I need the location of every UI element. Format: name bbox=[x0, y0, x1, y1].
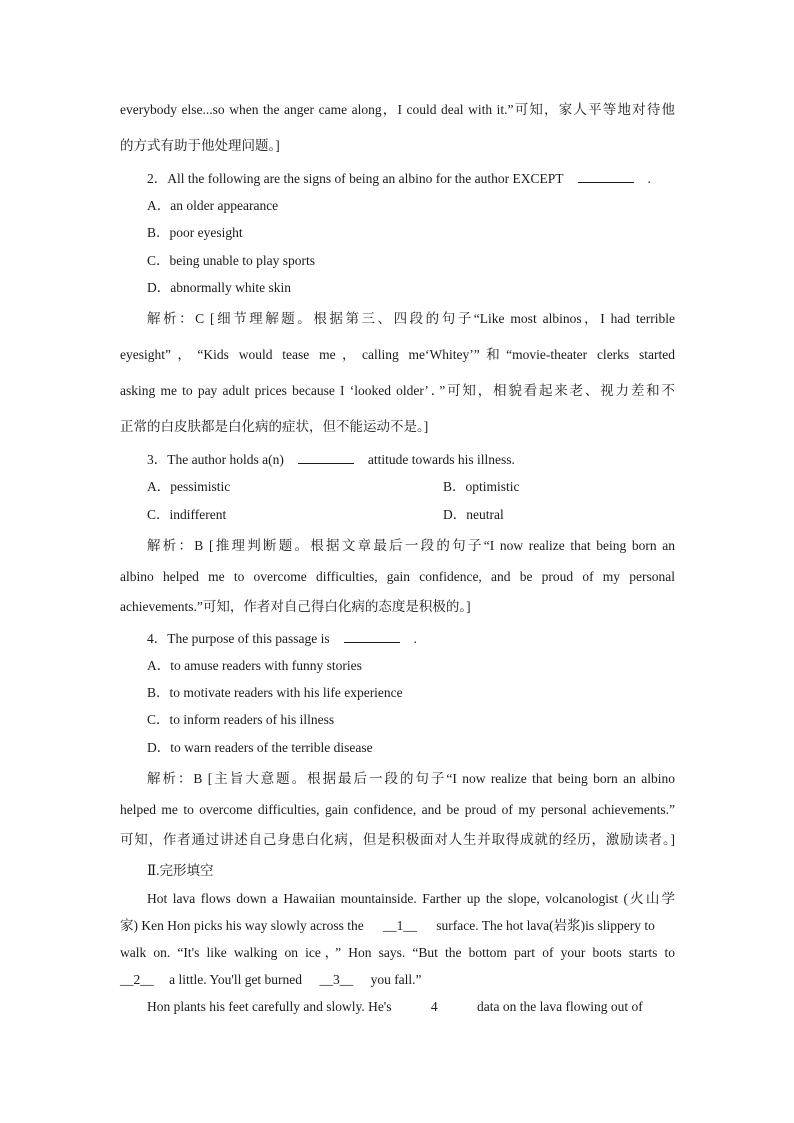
passage-text: surface. The hot lava(岩浆)is slippery to bbox=[436, 918, 655, 933]
question-text: 4．The purpose of this passage is bbox=[147, 631, 330, 646]
option-b: B．poor eyesight bbox=[147, 225, 243, 240]
explanation-line: asking me to pay adult prices because I ‘looked older’．”可知，相貌看起来老、视力差和不 bbox=[120, 383, 675, 398]
option-c: C．being unable to play sports bbox=[147, 253, 315, 268]
passage-line: Hot lava flows down a Hawaiian mountainside. Farther up the slope, volcanologist (火山学 bbox=[147, 891, 675, 906]
option-a: A．an older appearance bbox=[147, 198, 279, 213]
cloze-blank-2: __2__ bbox=[120, 972, 154, 987]
passage-text: a little. You'll get burned bbox=[169, 972, 303, 987]
explanation-line: albino helped me to overcome difficulties, gain confidence, and be proud of my personal bbox=[120, 569, 675, 584]
cloze-blank-1: __1__ bbox=[383, 918, 417, 933]
passage-line: walk on. “It's like walking on ice，” Hon says. “But the bottom part of your boots starts to bbox=[120, 945, 675, 960]
option-row bbox=[147, 478, 675, 496]
question-text: 2．All the following are the signs of being an albino for the author EXCEPT bbox=[147, 171, 564, 186]
answer-blank bbox=[298, 451, 354, 464]
punctuation: . bbox=[413, 631, 417, 646]
explanation-line: 解析：B [推理判断题。根据文章最后一段的句子“I now realize that being born an bbox=[147, 538, 675, 553]
option-b: B．to motivate readers with his life experience bbox=[147, 685, 403, 700]
passage-text: Hon plants his feet carefully and slowly. He's bbox=[147, 999, 392, 1014]
cloze-blank-3: __3__ bbox=[319, 972, 354, 987]
answer-blank bbox=[578, 170, 634, 183]
cloze-blank-4: 4 bbox=[430, 999, 438, 1014]
question-3-stem bbox=[147, 451, 675, 469]
option-a: A．to amuse readers with funny stories bbox=[147, 658, 362, 673]
option-a: A．pessimistic bbox=[147, 479, 231, 494]
question-2-stem bbox=[147, 170, 675, 188]
text-line: 的方式有助于他处理问题。] bbox=[120, 138, 280, 153]
option-row bbox=[147, 506, 675, 524]
option-c: C．indifferent bbox=[147, 507, 227, 522]
option-d: D．neutral bbox=[443, 507, 504, 522]
passage-text: data on the lava flowing out of bbox=[477, 999, 643, 1014]
section-heading: Ⅱ.完形填空 bbox=[147, 863, 214, 878]
explanation-line: 正常的白皮肤都是白化病的症状，但不能运动不是。] bbox=[120, 419, 429, 434]
passage-text: 家) Ken Hon picks his way slowly across the bbox=[120, 918, 364, 933]
passage-text: you fall.” bbox=[370, 972, 422, 987]
explanation-line: 可知，作者通过讲述自己身患白化病，但是积极面对人生并取得成就的经历，激励读者。] bbox=[120, 832, 675, 847]
explanation-line: 解析：C [细节理解题。根据第三、四段的句子“Like most albinos，I had terrible bbox=[147, 311, 675, 326]
text-line: everybody else...so when the anger came along，I could deal with it.”可知，家人平等地对待他 bbox=[120, 102, 675, 117]
passage-line bbox=[120, 971, 675, 989]
question-4-stem bbox=[147, 630, 675, 648]
option-b: B．optimistic bbox=[443, 479, 520, 494]
explanation-line: achievements.”可知，作者对自己得白化病的态度是积极的。] bbox=[120, 599, 471, 614]
question-text: 3．The author holds a(n) bbox=[147, 452, 284, 467]
option-d: D．abnormally white skin bbox=[147, 280, 291, 295]
answer-blank bbox=[344, 630, 400, 643]
explanation-line: eyesight”，“Kids would tease me，calling me‘Whitey’”和“movie-theater clerks started bbox=[120, 347, 675, 362]
passage-line bbox=[147, 998, 675, 1016]
option-d: D．to warn readers of the terrible disease bbox=[147, 740, 373, 755]
explanation-line: helped me to overcome difficulties, gain confidence, and be proud of my personal achievements.” bbox=[120, 802, 675, 817]
passage-line bbox=[120, 917, 675, 935]
question-text: attitude towards his illness. bbox=[367, 452, 515, 467]
punctuation: . bbox=[647, 171, 651, 186]
option-c: C．to inform readers of his illness bbox=[147, 712, 335, 727]
explanation-line: 解析：B [主旨大意题。根据最后一段的句子“I now realize that being born an albino bbox=[147, 771, 675, 786]
